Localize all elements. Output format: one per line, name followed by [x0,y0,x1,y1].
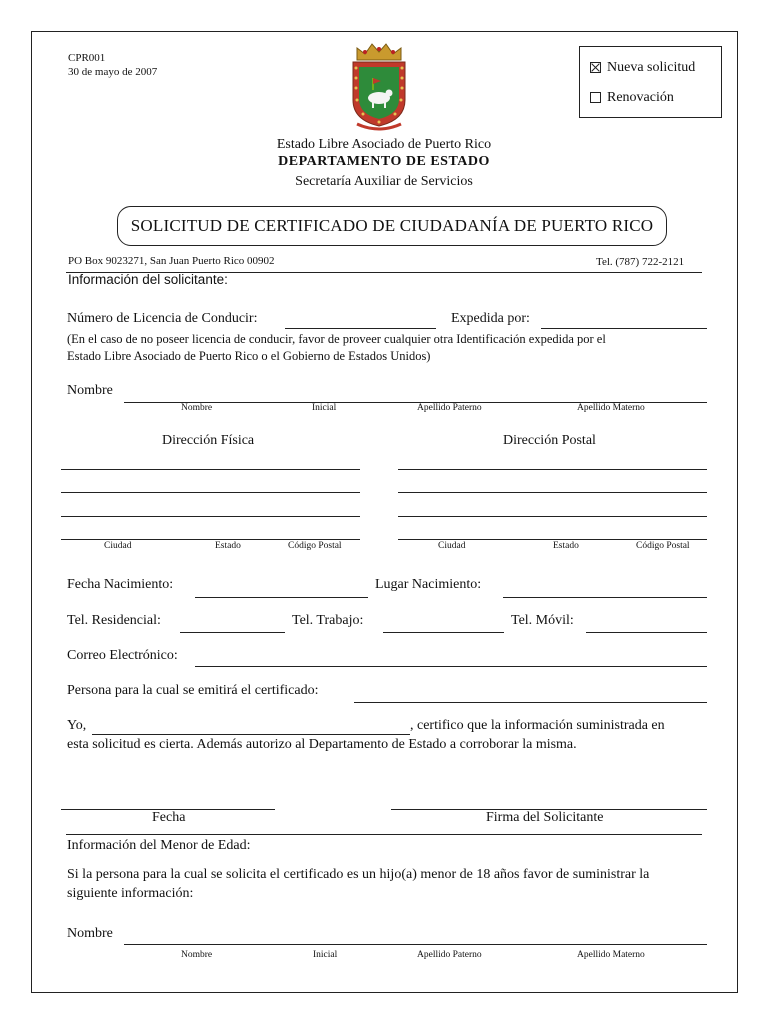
minor-name-field[interactable] [124,944,707,945]
certify-suffix: , certifico que la información suministrada en [410,718,665,733]
postal-city-label: Ciudad [438,541,466,551]
minor-name-sub-initial: Inicial [313,950,338,960]
home-phone-label: Tel. Residencial: [67,613,161,628]
postal-address-line1[interactable] [398,469,707,470]
certify-name-field[interactable] [92,734,410,735]
mobile-phone-label: Tel. Móvil: [511,613,574,628]
postal-city-state-zip-field[interactable] [398,539,707,540]
physical-city-state-zip-field[interactable] [61,539,360,540]
birth-place-label: Lugar Nacimiento: [375,577,482,592]
issued-by-field[interactable] [541,328,707,329]
birth-place-field[interactable] [503,597,707,598]
signature-label: Firma del Solicitante [486,810,604,825]
name-sub-initial: Inicial [312,403,337,413]
email-label: Correo Electrónico: [67,648,178,663]
sub-office-name: Secretaría Auxiliar de Servicios [295,174,473,189]
email-field[interactable] [195,666,707,667]
applicant-section-title: Información del solicitante: [68,272,228,287]
physical-address-label: Dirección Física [162,433,255,448]
form-title: SOLICITUD DE CERTIFICADO DE CIUDADANÍA DE PUERTO RICO [117,206,667,246]
work-phone-field[interactable] [383,632,504,633]
org-name: Estado Libre Asociado de Puerto Rico [276,137,492,152]
license-note-line1: (En el caso de no poseer licencia de conducir, favor de proveer cualquier otra Identificación expedida por el [67,332,606,346]
physical-city-label: Ciudad [104,541,132,551]
name-sub-paternal: Apellido Paterno [417,403,482,413]
new-request-label: Nueva solicitud [607,60,696,75]
birth-date-label: Fecha Nacimiento: [67,577,174,592]
postal-address-line2[interactable] [398,492,707,493]
name-sub-maternal: Apellido Materno [577,403,645,413]
home-phone-field[interactable] [180,632,285,633]
request-type-box [579,46,722,118]
minor-name-sub-paternal: Apellido Paterno [417,950,482,960]
physical-address-line2[interactable] [61,492,360,493]
certify-prefix: Yo, [67,718,87,733]
postal-address-line3[interactable] [398,516,707,517]
issued-by-label: Expedida por: [451,311,530,326]
license-note-line2: Estado Libre Asociado de Puerto Rico o el Gobierno de Estados Unidos) [67,349,431,363]
coat-of-arms-seal-icon [343,38,415,132]
form-code: CPR001 [68,52,106,64]
physical-address-line3[interactable] [61,516,360,517]
divider [66,834,702,835]
form-date: 30 de mayo de 2007 [68,66,158,78]
phone-number: Tel. (787) 722-2121 [596,256,685,268]
certify-statement-line2: esta solicitud es cierta. Además autorizo al Departamento de Estado a corroborar la misma. [67,737,577,752]
physical-zip-label: Código Postal [288,541,342,551]
minor-name-sub-first: Nombre [181,950,213,960]
name-label: Nombre [67,383,113,398]
postal-state-label: Estado [553,541,579,551]
license-number-field[interactable] [285,328,436,329]
new-request-checkbox[interactable] [590,62,601,73]
new-request-option[interactable] [590,60,695,76]
postal-zip-label: Código Postal [636,541,690,551]
minor-note-line2: siguiente información: [67,886,194,901]
mobile-phone-field[interactable] [586,632,707,633]
renewal-option[interactable] [590,90,674,106]
work-phone-label: Tel. Trabajo: [292,613,364,628]
physical-state-label: Estado [215,541,241,551]
renewal-checkbox[interactable] [590,92,601,103]
minor-name-label: Nombre [67,926,113,941]
minor-section-title: Información del Menor de Edad: [67,838,251,853]
recipient-field[interactable] [354,702,707,703]
license-label: Número de Licencia de Conducir: [67,311,258,326]
mailing-address: PO Box 9023271, San Juan Puerto Rico 00902 [68,255,275,267]
date-label: Fecha [152,810,186,825]
minor-note-line1: Si la persona para la cual se solicita el certificado es un hijo(a) menor de 18 años favor de suministrar la [67,867,650,882]
minor-name-sub-maternal: Apellido Materno [577,950,645,960]
recipient-label: Persona para la cual se emitirá el certificado: [67,683,319,698]
department-name: DEPARTAMENTO DE ESTADO [278,154,490,169]
birth-date-field[interactable] [195,597,368,598]
renewal-label: Renovación [607,90,674,105]
name-sub-first: Nombre [181,403,213,413]
physical-address-line1[interactable] [61,469,360,470]
postal-address-label: Dirección Postal [503,433,596,448]
